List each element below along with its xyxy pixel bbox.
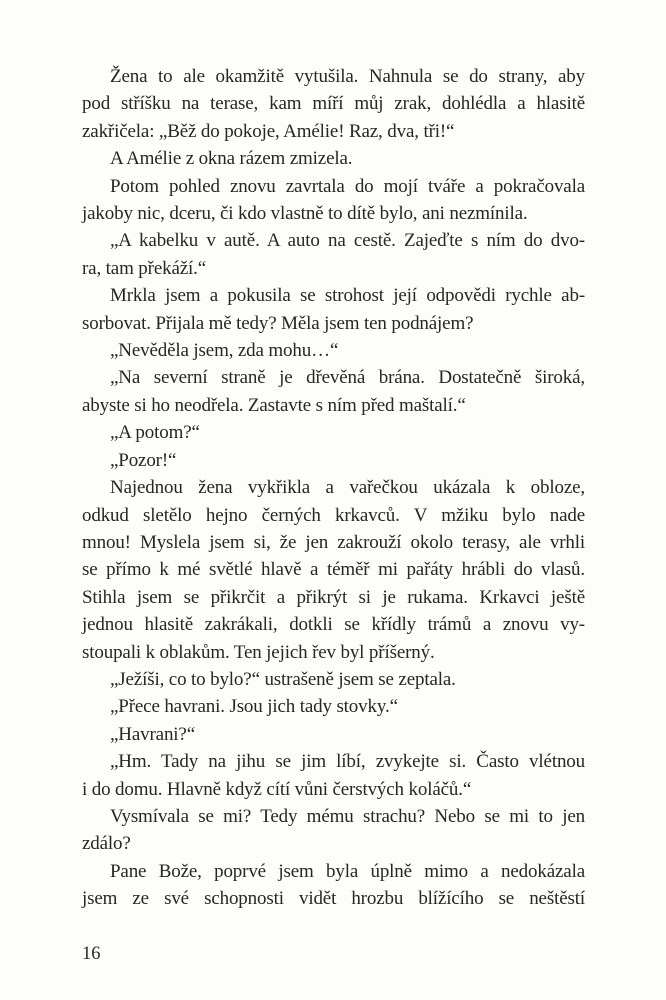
text-line: pod stříšku na terase, kam míří můj zrak, dohlédla a hlasitě [82, 93, 585, 115]
paragraph [82, 474, 585, 666]
paragraph [82, 227, 585, 282]
text-line: jsem ze své schopnosti vidět hrozbu blížícího se neštěstí [82, 888, 585, 910]
text-line: zdálo? [82, 833, 131, 855]
paragraph [82, 173, 585, 228]
paragraph [82, 858, 585, 913]
text-line: ra, tam překáží.“ [82, 257, 207, 279]
text-line: „A potom?“ [110, 422, 200, 444]
text-line: „Hm. Tady na jihu se jim líbí, zvykejte si. Často vlétnou [110, 751, 585, 773]
paragraph [82, 666, 585, 693]
text-line: „A kabelku v autě. A auto na cestě. Zajeďte s ním do dvo- [110, 230, 585, 252]
paragraph [82, 419, 585, 446]
text-line: Potom pohled znovu zavrtala do mojí tváře a pokračovala [110, 175, 585, 197]
text-line: jednou hlasitě zakrákali, dotkli se křídly trámů a znovu vy- [82, 614, 585, 636]
paragraph [82, 63, 585, 145]
text-line: „Pozor!“ [110, 449, 177, 471]
text-line: i do domu. Hlavně když cítí vůni čerstvých koláčů.“ [82, 778, 472, 800]
text-line: A Amélie z okna rázem zmizela. [110, 148, 353, 170]
text-line: Najednou žena vykřikla a vařečkou ukázala k obloze, [110, 477, 585, 499]
text-block [82, 63, 585, 913]
text-line: jakoby nic, dceru, či kdo vlastně to dítě bylo, ani nezmínila. [82, 203, 528, 225]
text-line: Pane Bože, poprvé jsem byla úplně mimo a nedokázala [110, 860, 585, 882]
text-line: se přímo k mé světlé hlavě a téměř mi pařáty hrábli do vlasů. [82, 559, 585, 581]
paragraph [82, 282, 585, 337]
paragraph [82, 145, 585, 172]
text-line: „Nevěděla jsem, zda mohu…“ [110, 340, 339, 362]
text-line: odkud sletělo hejno černých krkavců. V mžiku bylo nade [82, 504, 585, 526]
paragraph [82, 803, 585, 858]
paragraph [82, 337, 585, 364]
text-line: Žena to ale okamžitě vytušila. Nahnula se do strany, aby [110, 66, 585, 87]
paragraph [82, 721, 585, 748]
text-line: „Na severní straně je dřevěná brána. Dostatečně široká, [110, 367, 585, 389]
text-line: abyste si ho neodřela. Zastavte s ním před maštalí.“ [82, 394, 466, 416]
text-line: zakřičela: „Běž do pokoje, Amélie! Raz, dva, tři!“ [82, 120, 455, 142]
text-line: „Přece havrani. Jsou jich tady stovky.“ [110, 696, 398, 718]
page-number: 16 [82, 944, 101, 964]
text-line: Vysmívala se mi? Tedy mému strachu? Nebo se mi to jen [110, 805, 585, 827]
paragraph [82, 364, 585, 419]
paragraph [82, 693, 585, 720]
text-line: „Ježíši, co to bylo?“ ustrašeně jsem se zeptala. [110, 668, 456, 690]
paragraph [82, 748, 585, 803]
text-line: Mrkla jsem a pokusila se strohost její odpovědi rychle ab- [110, 285, 585, 307]
text-line: mnou! Myslela jsem si, že jen zakrouží okolo terasy, ale vrhli [82, 531, 585, 553]
paragraph [82, 447, 585, 474]
text-line: „Havrani?“ [110, 723, 195, 745]
text-line: stoupali k oblakům. Ten jejich řev byl příšerný. [82, 641, 435, 663]
text-line: Stihla jsem se přikrčit a přikrýt si je rukama. Krkavci ještě [82, 586, 585, 608]
text-line: sorbovat. Přijala mě tedy? Měla jsem ten podnájem? [82, 312, 474, 334]
